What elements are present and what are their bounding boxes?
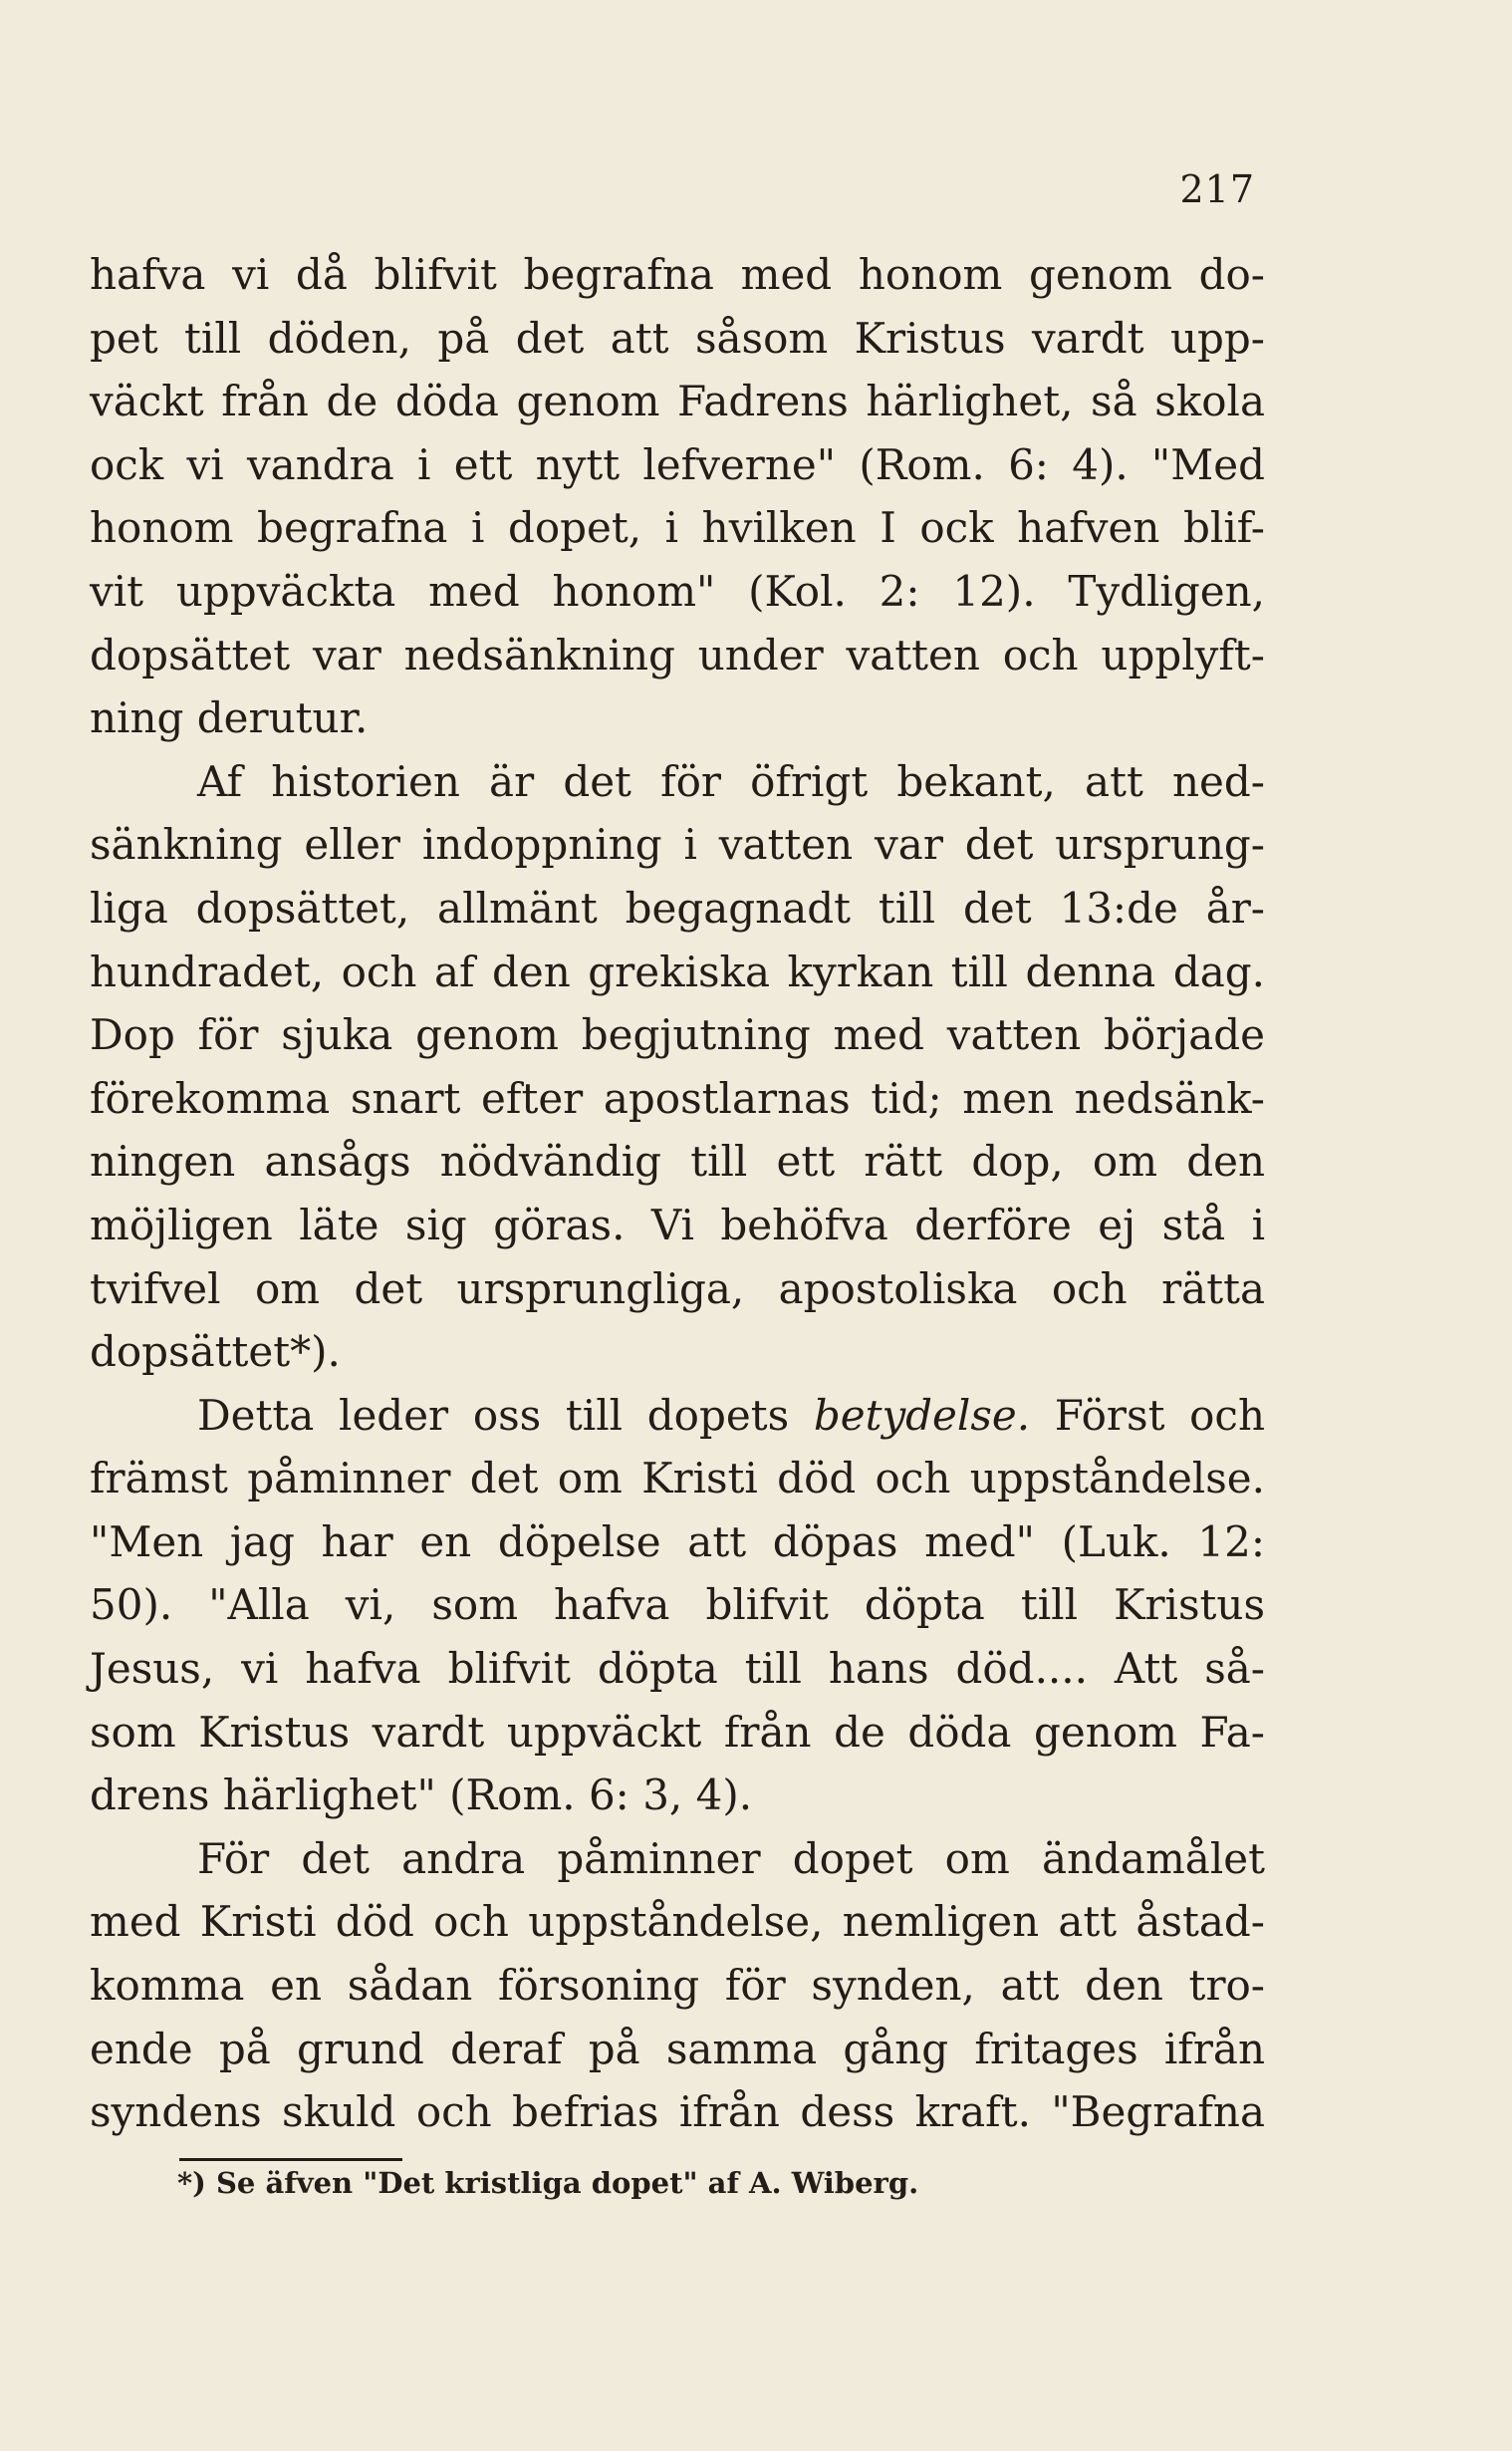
text-line: ning derutur. xyxy=(90,693,369,743)
text-line: möjligen läte sig göras. Vi behöfva derföre ej stå i xyxy=(90,1200,1265,1249)
text-line: liga dopsättet, allmänt begagnadt till det 13:de år- xyxy=(90,883,1265,933)
emphasis-word: betydelse. xyxy=(813,1390,1031,1440)
text-line: tvifvel om det ursprungliga, apostoliska och rätta xyxy=(90,1263,1265,1313)
text-line: vit uppväckta med honom" (Kol. 2: 12). Tydligen, xyxy=(90,566,1265,616)
body-text xyxy=(90,243,1265,2144)
text-line: med Kristi död och uppståndelse, nemligen att åstad- xyxy=(90,1897,1265,1947)
text-line: Detta leder oss till dopets betydelse. Först och xyxy=(197,1390,1265,1440)
text-line: komma en sådan försoning för synden, att den tro- xyxy=(90,1961,1265,2011)
text-line: För det andra påminner dopet om ändamålet xyxy=(197,1833,1265,1883)
text-line: ende på grund deraf på samma gång fritages ifrån xyxy=(90,2024,1265,2073)
text-line: honom begrafna i dopet, i hvilken I ock hafven blif- xyxy=(90,503,1265,553)
text-line: förekomma snart efter apostlarnas tid; men nedsänk- xyxy=(90,1073,1265,1123)
footnote-rule xyxy=(179,2158,402,2161)
page-number: 217 xyxy=(1179,167,1255,211)
text-line: "Men jag har en döpelse att döpas med" (Luk. 12: xyxy=(90,1516,1265,1566)
text-line: hafva vi då blifvit begrafna med honom genom do- xyxy=(90,250,1265,299)
text-line: väckt från de döda genom Fadrens härlighet, så skola xyxy=(90,377,1265,426)
text-line: ningen ansågs nödvändig till ett rätt dop, om den xyxy=(90,1137,1265,1187)
text-line: dopsättet var nedsänkning under vatten och upplyft- xyxy=(90,630,1265,680)
text-line: ock vi vandra i ett nytt lefverne" (Rom. 6: 4). "Med xyxy=(90,439,1265,489)
text-line: som Kristus vardt uppväckt från de döda genom Fa- xyxy=(90,1707,1265,1757)
text-line: 50). "Alla vi, som hafva blifvit döpta till Kristus xyxy=(90,1580,1265,1630)
footnote: *) Se äfven "Det kristliga dopet" af A. Wiberg. xyxy=(177,2166,919,2200)
text-line: dopsättet*). xyxy=(90,1327,341,1377)
text-line: syndens skuld och befrias ifrån dess kraft. "Begrafna xyxy=(90,2087,1265,2137)
text-line: Dop för sjuka genom begjutning med vatten började xyxy=(90,1010,1265,1060)
text-line: pet till döden, på det att såsom Kristus vardt upp- xyxy=(90,313,1265,363)
text-line: hundradet, och af den grekiska kyrkan till denna dag. xyxy=(90,947,1265,996)
text-line: främst påminner det om Kristi död och uppståndelse. xyxy=(90,1454,1265,1503)
text-line: Jesus, vi hafva blifvit döpta till hans död.... Att så- xyxy=(90,1644,1265,1694)
text-line: sänkning eller indoppning i vatten var det ursprung- xyxy=(90,820,1265,870)
text-line: Af historien är det för öfrigt bekant, att ned- xyxy=(197,756,1265,806)
text-line: drens härlighet" (Rom. 6: 3, 4). xyxy=(90,1770,753,1820)
